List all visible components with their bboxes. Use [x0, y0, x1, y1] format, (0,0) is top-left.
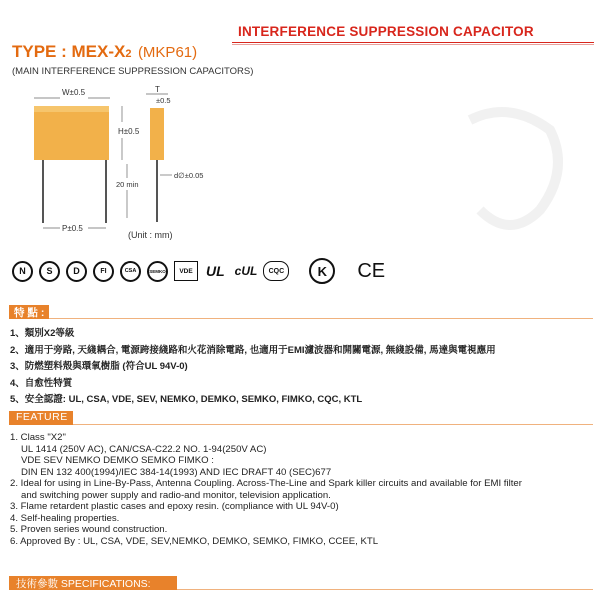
capacitor-side-body: [150, 108, 164, 160]
certification-marks: [12, 258, 385, 284]
banner-title: INTERFERENCE SUPPRESSION CAPACITOR: [238, 24, 534, 39]
w-dimension-label: W±0.5: [62, 88, 86, 97]
list-item: DIN EN 132 400(1994)/IEC 384-14(1993) AND IEC DRAFT 40 (SEC)677: [21, 466, 332, 478]
p-dimension-label: P±0.5: [62, 224, 83, 233]
list-item: 6. Approved By : UL, CSA, VDE, SEV,NEMKO, DEMKO, SEMKO, FIMKO, CCEE, KTL: [10, 535, 379, 547]
list-item: 4. Self-healing properties.: [10, 512, 120, 524]
list-item: 1、類別X2等級: [10, 328, 75, 339]
list-item: 3、防燃塑料殼與環氧樹脂 (符合UL 94V-0): [10, 361, 188, 372]
csa-mark-icon: CSA: [120, 261, 141, 282]
features-en-rule: [73, 424, 593, 425]
list-item: UL 1414 (250V AC), CAN/CSA-C22.2 NO. 1-94(250V AC): [21, 443, 267, 455]
ul-mark-icon: UL: [206, 263, 225, 279]
list-item: 3. Flame retardent plastic cases and epoxy resin. (compliance with UL 94V-0): [10, 501, 339, 512]
list-item: and switching power supply and radio-and monitor, television application.: [21, 489, 331, 501]
ktl-mark-icon: K: [309, 258, 335, 284]
specifications-rule: [177, 589, 593, 590]
t-tolerance-label: ±0.5: [156, 96, 171, 105]
list-item: 1. Class "X2": [10, 432, 66, 443]
d-dimension-label: d∅±0.05: [174, 171, 204, 180]
banner-underline-light: [232, 44, 594, 45]
t-dimension-label: T: [155, 85, 160, 94]
list-item: 2、適用于旁路, 天綫耦合, 電源跨接綫路和火花消除電路, 也適用于EMI濾波器和開關電源, 無綫設備, 馬達與電視應用: [10, 344, 496, 356]
specifications-heading: 技術參數 SPECIFICATIONS:: [16, 578, 151, 590]
h-dimension-label: H±0.5: [118, 127, 140, 136]
unit-label: (Unit : mm): [128, 230, 173, 240]
type-label: TYPE : MEX-X: [12, 42, 126, 61]
demko-mark-icon: D: [66, 261, 87, 282]
capacitor-front-body: [34, 106, 109, 160]
features-zh-list: [10, 325, 496, 408]
type-heading: [12, 42, 197, 62]
capacitor-dimension-drawing: [10, 80, 250, 250]
capacitor-front-top: [34, 106, 109, 112]
list-item: VDE SEV NEMKO DEMKO SEMKO FIMKO :: [21, 455, 214, 466]
ce-mark-icon: CE: [357, 259, 386, 282]
cul-mark-icon: cUL: [234, 264, 258, 278]
cqc-mark-icon: CQC: [263, 261, 289, 281]
type-subtitle: (MAIN INTERFERENCE SUPPRESSION CAPACITORS): [12, 66, 254, 77]
type-subscript: 2: [125, 48, 132, 60]
list-item: 4、自愈性特質: [10, 377, 73, 389]
features-en-heading: FEATURE: [16, 411, 68, 423]
nemko-mark-icon: N: [12, 261, 33, 282]
type-alt: (MKP61): [137, 44, 198, 61]
list-item: 5、安全認證: UL, CSA, VDE, SEV, NEMKO, DEMKO, SEMKO, FIMKO, CQC, KTL: [10, 394, 363, 405]
vde-mark-icon: VDE: [174, 261, 198, 281]
features-en-list: [10, 432, 590, 547]
lead-length-label: 20 min: [116, 180, 139, 189]
features-zh-rule: [49, 318, 593, 319]
sev-mark-icon: SEMKO: [147, 261, 168, 282]
list-item: 5. Proven series wound construction.: [10, 524, 168, 535]
fimko-mark-icon: FI: [93, 261, 114, 282]
semko-s-mark-icon: S: [39, 261, 60, 282]
watermark-logo: [430, 90, 590, 260]
banner-underline: [232, 42, 594, 43]
list-item: 2. Ideal for using in Line-By-Pass, Antenna Coupling. Across-The-Line and Spark killer circuits and available for EMI filter: [10, 478, 522, 489]
features-zh-heading: 特 點 :: [14, 307, 45, 319]
